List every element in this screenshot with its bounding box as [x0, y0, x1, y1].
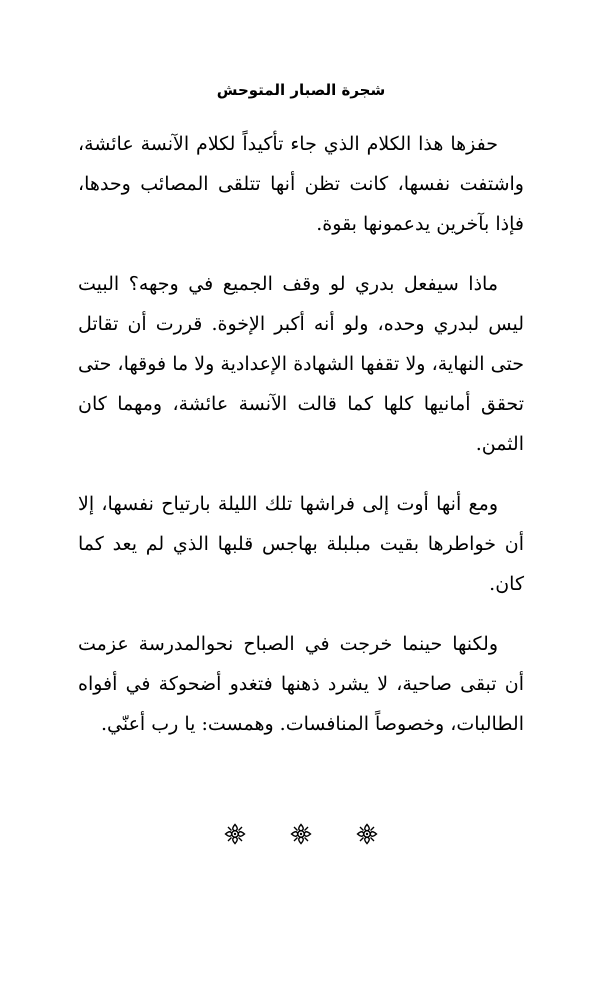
floral-ornament-icon: [223, 822, 247, 846]
section-divider: [0, 822, 602, 852]
paragraph-2: ماذا سيفعل بدري لو وقف الجميع في وجهه؟ البيت ليس لبدري وحده، ولو أنه أكبر الإخوة. قررت أن تقاتل حتى النهاية، ولا تقفها الشهادة الإعدادية ولا ما فوقها، حتى تحقق أمانيها كلها كما قالت الآنسة عائشة، ومهما كان الثمن.: [78, 273, 524, 455]
floral-ornament-icon: [355, 822, 379, 846]
paragraph-4: ولكنها حينما خرجت في الصباح نحوالمدرسة عزمت أن تبقى صاحية، لا يشرد ذهنها فتغدو أضحوكة في أفواه الطالبات، وخصوصاً المنافسات. وهمست: يا رب أعنّي.: [78, 633, 524, 735]
paragraph-3: ومع أنها أوت إلى فراشها تلك الليلة بارتياح نفسها، إلا أن خواطرها بقيت مبلبلة بهاجس قلبها الذي لم يعد كما كان.: [78, 493, 524, 595]
chapter-title: شجرة الصبار المتوحش: [216, 81, 386, 99]
floral-ornament-icon: [289, 822, 313, 846]
paragraph-1: حفزها هذا الكلام الذي جاء تأكيداً لكلام الآنسة عائشة، واشتفت نفسها، كانت تظن أنها تتلقى المصائب وحدها، فإذا بآخرين يدعمونها بقوة.: [78, 133, 524, 235]
chapter-text: [78, 124, 524, 764]
